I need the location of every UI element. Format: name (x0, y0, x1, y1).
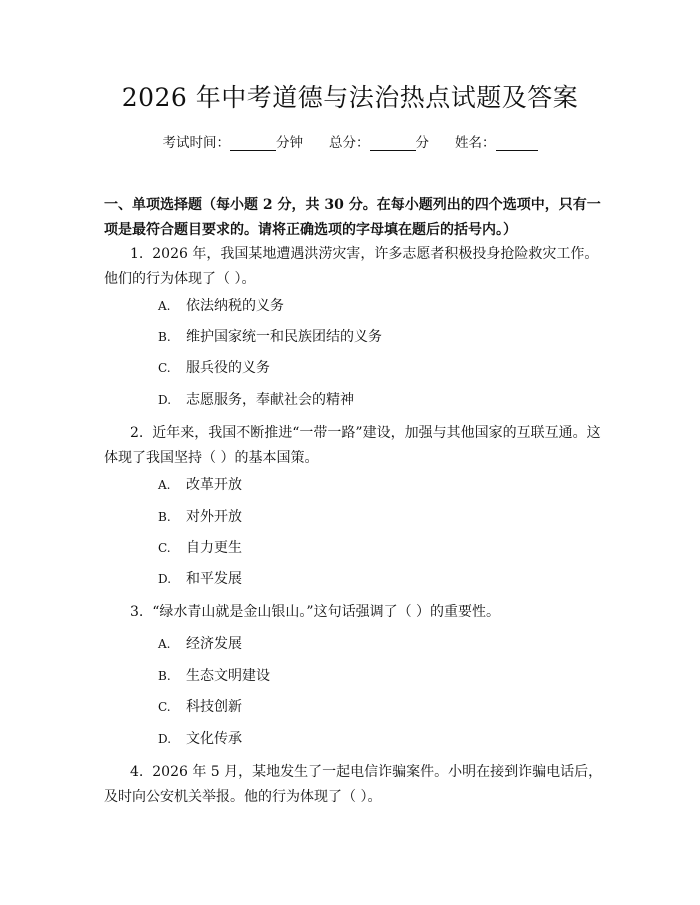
option-text: 生态文明建设 (186, 668, 270, 684)
total-score-field (329, 131, 429, 151)
option-item[interactable] (158, 507, 242, 527)
option-text: 和平发展 (186, 571, 242, 587)
exam-info-line (0, 131, 700, 151)
total-score-unit: 分 (415, 135, 429, 151)
option-item[interactable] (158, 634, 242, 654)
option-text: 服兵役的义务 (186, 360, 270, 376)
option-letter: B. (158, 330, 171, 344)
question-2 (104, 421, 604, 471)
question-text: “绿水青山就是金山银山。”这句话强调了（ ）的重要性。 (152, 604, 501, 620)
question-4 (104, 760, 604, 810)
question-number: 3. (130, 604, 144, 620)
exam-time-unit: 分钟 (276, 135, 303, 151)
option-letter: D. (158, 732, 172, 746)
question-number: 1. (130, 246, 144, 262)
option-letter: C. (158, 541, 171, 555)
option-item[interactable] (158, 475, 242, 495)
option-item[interactable] (158, 390, 354, 410)
option-item[interactable] (158, 666, 270, 686)
question-text: 2026 年 5 月，某地发生了一起电信诈骗案件。小明在接到诈骗电话后，及时向公安机关举报。他的行为体现了（ ）。 (104, 764, 603, 805)
student-name-blank (496, 136, 538, 151)
question-1 (104, 242, 604, 292)
total-score-label: 总分： (329, 135, 370, 151)
exam-time-field (163, 131, 304, 151)
question-number: 2. (130, 425, 144, 441)
option-text: 科技创新 (186, 699, 242, 715)
question-text: 2026 年，我国某地遭遇洪涝灾害，许多志愿者积极投身抢险救灾工作。他们的行为体现了（ ）。 (104, 246, 599, 287)
option-letter: D. (158, 393, 172, 407)
option-letter: B. (158, 669, 171, 683)
option-text: 志愿服务，奉献社会的精神 (186, 392, 354, 408)
option-text: 经济发展 (186, 636, 242, 652)
option-text: 依法纳税的义务 (186, 298, 284, 314)
option-text: 文化传承 (186, 731, 242, 747)
student-name-label: 姓名： (455, 135, 496, 151)
option-text: 维护国家统一和民族团结的义务 (186, 329, 382, 345)
option-letter: D. (158, 572, 172, 586)
option-item[interactable] (158, 296, 284, 316)
section-heading: 一、单项选择题（每小题 2 分，共 30 分。在每小题列出的四个选项中，只有一项是最符合题目要求的。请将正确选项的字母填在题后的括号内。） (104, 197, 601, 238)
question-number: 4. (130, 764, 144, 780)
exam-time-blank (230, 136, 276, 151)
option-item[interactable] (158, 538, 242, 558)
option-letter: B. (158, 510, 171, 524)
student-name-field (455, 131, 538, 151)
exam-title: 2026 年中考道德与法治热点试题及答案 (121, 83, 579, 112)
option-text: 改革开放 (186, 477, 242, 493)
option-text: 自力更生 (186, 540, 242, 556)
total-score-blank (370, 136, 416, 151)
question-3 (104, 600, 604, 625)
option-item[interactable] (158, 327, 382, 347)
option-letter: A. (158, 478, 171, 492)
option-letter: A. (158, 637, 171, 651)
option-text: 对外开放 (186, 509, 242, 525)
option-item[interactable] (158, 358, 270, 378)
option-letter: C. (158, 700, 171, 714)
option-letter: C. (158, 361, 171, 375)
option-item[interactable] (158, 729, 242, 749)
option-letter: A. (158, 299, 171, 313)
option-item[interactable] (158, 569, 242, 589)
exam-time-label: 考试时间： (162, 135, 230, 151)
question-text: 近年来，我国不断推进“一带一路”建设，加强与其他国家的互联互通。这体现了我国坚持（ ）的基本国策。 (104, 425, 601, 466)
option-item[interactable] (158, 697, 242, 717)
